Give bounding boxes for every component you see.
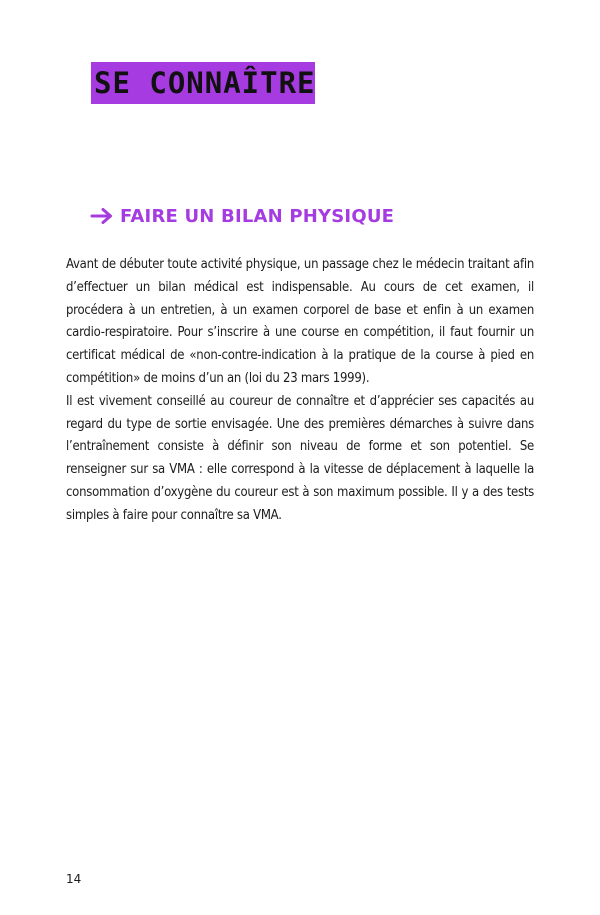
section-heading-label: FAIRE UN BILAN PHYSIQUE [120,205,395,227]
arrow-right-icon [90,207,114,225]
body-text [66,254,534,528]
section-heading [90,203,394,229]
paragraph: Il est vivement conseillé au coureur de connaître et d’apprécier ses capacités au regard du type de sortie envisagée. Une des premières démarches à suivre dans l’entraînement consiste à définir son niveau de forme et son potentiel. Se renseigner sur sa VMA : elle correspond à la vitesse de déplacement à laquelle la consommation d’oxygène du coureur est à son maximum possible. Il y a des tests simples à faire pour connaître sa VMA. [66,393,534,523]
chapter-title: SE CONNAÎTRE [91,62,315,104]
paragraph: Avant de débuter toute activité physique, un passage chez le médecin traitant afin d’effectuer un bilan médical est indispensable. Au cours de cet examen, il procédera à un entretien, à un examen corporel de base et enfin à un examen cardio-respiratoire. Pour s’inscrire à une course en compétition, il faut fournir un certificat médical de «non-contre-indication à la pratique de la course à pied en compétition» de moins d’un an (loi du 23 mars 1999). [66,257,534,386]
page-number: 14 [66,872,82,886]
